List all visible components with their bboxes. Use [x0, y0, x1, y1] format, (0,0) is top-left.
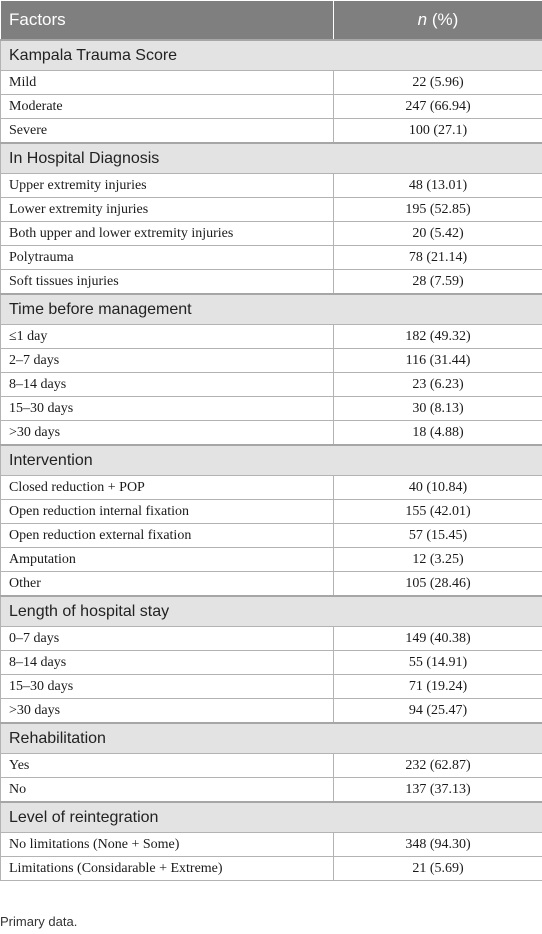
row-label: 8–14 days [1, 373, 334, 397]
section-title: Length of hospital stay [1, 596, 542, 627]
row-value: 21 (5.69) [334, 857, 542, 881]
header-n-percent [334, 1, 542, 41]
section-header-row [1, 445, 542, 476]
row-label: >30 days [1, 699, 334, 724]
row-label: Other [1, 572, 334, 597]
table-body [1, 40, 542, 881]
table-row [1, 246, 542, 270]
table-row [1, 421, 542, 446]
header-n: n [417, 10, 428, 29]
row-label: Amputation [1, 548, 334, 572]
row-label: Mild [1, 71, 334, 95]
section-title: Intervention [1, 445, 542, 476]
table-row [1, 174, 542, 198]
row-value: 12 (3.25) [334, 548, 542, 572]
row-label: Polytrauma [1, 246, 334, 270]
header-percent: (%) [427, 10, 459, 29]
row-value: 78 (21.14) [334, 246, 542, 270]
row-value: 30 (8.13) [334, 397, 542, 421]
row-label: Open reduction internal fixation [1, 500, 334, 524]
section-title: Kampala Trauma Score [1, 40, 542, 71]
row-label: Closed reduction + POP [1, 476, 334, 500]
section-header-row [1, 143, 542, 174]
table-row [1, 524, 542, 548]
row-label: 0–7 days [1, 627, 334, 651]
section-title: Level of reintegration [1, 802, 542, 833]
section-header-row [1, 40, 542, 71]
row-value: 149 (40.38) [334, 627, 542, 651]
section-header-row [1, 802, 542, 833]
section-header-row [1, 596, 542, 627]
header-factors: Factors [1, 1, 334, 41]
table-row [1, 778, 542, 803]
row-label: Lower extremity injuries [1, 198, 334, 222]
row-value: 348 (94.30) [334, 833, 542, 857]
row-label: Soft tissues injuries [1, 270, 334, 295]
row-label: Limitations (Considarable + Extreme) [1, 857, 334, 881]
table-header-row [1, 1, 542, 41]
row-label: No limitations (None + Some) [1, 833, 334, 857]
row-value: 48 (13.01) [334, 174, 542, 198]
table-footnote: Primary data. [0, 914, 78, 929]
row-value: 57 (15.45) [334, 524, 542, 548]
row-label: Yes [1, 754, 334, 778]
row-label: 2–7 days [1, 349, 334, 373]
table-row [1, 71, 542, 95]
row-label: >30 days [1, 421, 334, 446]
row-label: ≤1 day [1, 325, 334, 349]
row-label: Severe [1, 119, 334, 144]
row-value: 23 (6.23) [334, 373, 542, 397]
table-row [1, 699, 542, 724]
row-label: No [1, 778, 334, 803]
section-header-row [1, 294, 542, 325]
table-row [1, 222, 542, 246]
table-row [1, 325, 542, 349]
table-row [1, 754, 542, 778]
table-row [1, 397, 542, 421]
row-label: Moderate [1, 95, 334, 119]
section-title: Rehabilitation [1, 723, 542, 754]
row-value: 195 (52.85) [334, 198, 542, 222]
row-value: 20 (5.42) [334, 222, 542, 246]
table-row [1, 548, 542, 572]
row-value: 71 (19.24) [334, 675, 542, 699]
row-value: 155 (42.01) [334, 500, 542, 524]
section-title: In Hospital Diagnosis [1, 143, 542, 174]
row-value: 18 (4.88) [334, 421, 542, 446]
row-value: 105 (28.46) [334, 572, 542, 597]
table-row [1, 198, 542, 222]
row-label: 15–30 days [1, 675, 334, 699]
table-row [1, 572, 542, 597]
table-row [1, 119, 542, 144]
table-row [1, 675, 542, 699]
row-value: 137 (37.13) [334, 778, 542, 803]
row-label: 8–14 days [1, 651, 334, 675]
table-row [1, 373, 542, 397]
row-value: 94 (25.47) [334, 699, 542, 724]
section-title: Time before management [1, 294, 542, 325]
table-row [1, 857, 542, 881]
row-label: Upper extremity injuries [1, 174, 334, 198]
row-value: 40 (10.84) [334, 476, 542, 500]
row-label: Open reduction external fixation [1, 524, 334, 548]
row-value: 116 (31.44) [334, 349, 542, 373]
row-value: 55 (14.91) [334, 651, 542, 675]
table-row [1, 476, 542, 500]
row-value: 28 (7.59) [334, 270, 542, 295]
row-value: 232 (62.87) [334, 754, 542, 778]
row-value: 247 (66.94) [334, 95, 542, 119]
table-row [1, 500, 542, 524]
row-value: 100 (27.1) [334, 119, 542, 144]
table-row [1, 627, 542, 651]
row-value: 182 (49.32) [334, 325, 542, 349]
row-label: 15–30 days [1, 397, 334, 421]
table-row [1, 651, 542, 675]
table-row [1, 833, 542, 857]
table-row [1, 349, 542, 373]
table-row [1, 270, 542, 295]
row-value: 22 (5.96) [334, 71, 542, 95]
table-row [1, 95, 542, 119]
row-label: Both upper and lower extremity injuries [1, 222, 334, 246]
section-header-row [1, 723, 542, 754]
